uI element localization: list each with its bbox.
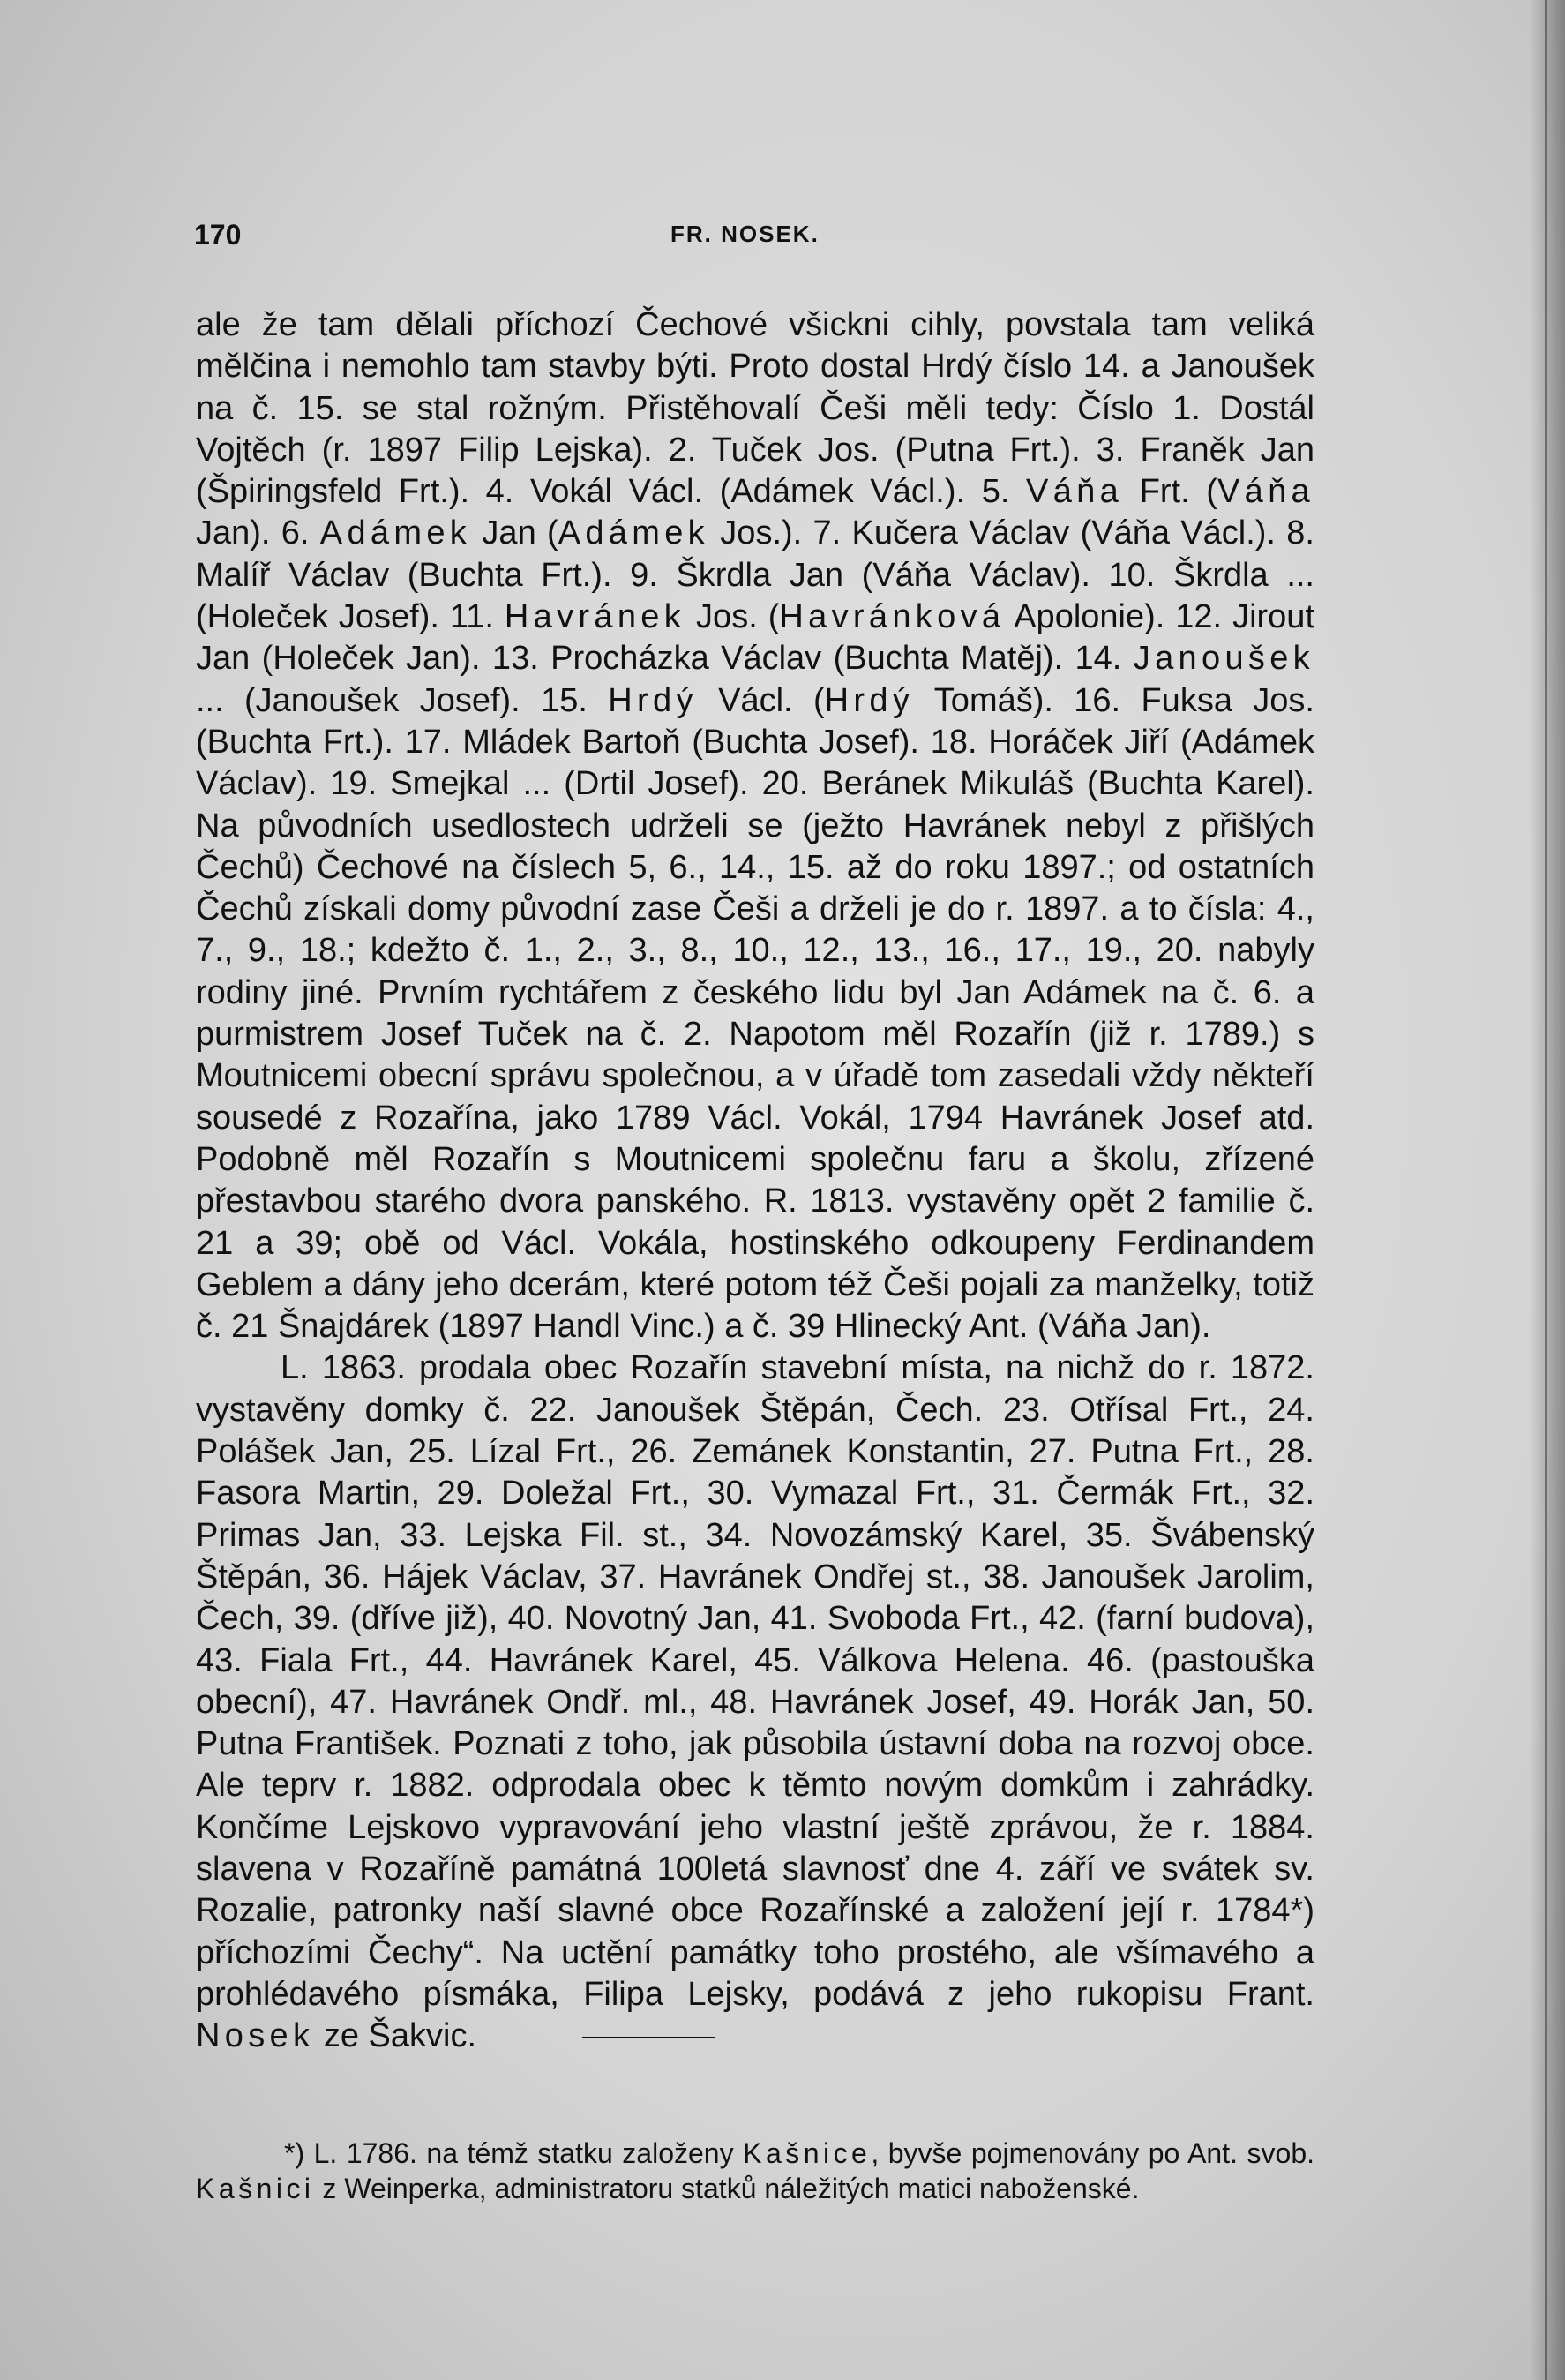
spaced-name: Kašnici [196,2173,315,2204]
text-run: Jan). 6. [196,514,320,552]
text-run: Apolonie). 12. Jirout Jan (Holeček Jan). 13. Procházka Václav (Buchta Matěj). 14. [196,598,1315,678]
spaced-name: Adámek [319,514,472,552]
text-run: Jan ( [471,514,558,552]
text-run: Frt. ( [1123,473,1217,511]
footnote-paragraph [196,2136,1314,2206]
page-edge-shadow [1530,0,1565,2380]
text-run: L. 1863. prodala obec Rozařín stavební místa, na nichž do r. 1872. vystavěny domky č. 22. Janoušek Štěpán, Čech. 23. Otřísal Frt., 24. Polášek Jan, 25. Lízal Frt., 26. Zemánek Konstantin, 27. Putna Frt., 28. Fasora Martin, 29. Doležal Frt., 30. Vymazal Frt., 31. Čermák Frt., 32. Primas Jan, 33. Lejska Fil. st., 34. Novozámský Karel, 35. Švábenský Štěpán, 36. Hájek Václav, 37. Havránek Ondřej st., 38. Janoušek Jarolim, Čech, 39. (dříve již), 40. Novotný Jan, 41. Svoboda Frt., 42. (farní budova), 43. Fiala Frt., 44. Havránek Karel, 45. Válkova Helena. 46. (pastouška obecní), 47. Havránek Ondř. ml., 48. Havránek Josef, 49. Horák Jan, 50. Putna František. Poznati z toho, jak působila ústavní doba na rozvoj obce. Ale teprv r. 1882. odprodala obec k těmto novým domkům i zahrádky. Končíme Lejskovo vypravování jeho vlastní ještě zprávou, že r. 1884. slavena v Rozaříně památná 100letá slavnosť dne 4. září ve svátek sv. Rozalie, patronky naší slavné obce Rozařínské a založení její r. 1784*) příchozími Čechy“. Na uctění památky toho prostého, ale všímavého a prohlédavého písmáka, Filipa Lejsky, podává z jeho rukopisu Frant. [196,1349,1314,2013]
paragraph-1 [196,304,1314,1348]
running-head: FR. NOSEK. [670,221,820,247]
spaced-name: Adámek [558,514,709,552]
spaced-name: Nosek [196,2017,315,2055]
text-run: ... (Janoušek Josef). 15. [196,681,609,719]
text-run: Václ. ( [697,681,825,719]
spaced-name: Janoušek [1133,640,1314,678]
spaced-name: Váňa [1217,473,1314,511]
spaced-name: Váňa [1026,473,1124,511]
spaced-name: Havránková [779,598,1006,636]
page-header [194,219,1323,254]
text-run: ale že tam dělali příchozí Čechové všickni cihly, povstala tam veliká mělčina i nemohlo tam stavby býti. Proto dostal Hrdý číslo 14. a Janoušek na č. 15. se stal rožným. Přistěhovalí Češi měli tedy: Číslo 1. Dostál Vojtěch (r. 1897 Filip Lejska). 2. Tuček Jos. (Putna Frt.). 3. Franěk Jan (Špiringsfeld Frt.). 4. Vokál Václ. (Adámek Václ.). 5. [196,306,1314,511]
paragraph-2 [196,1348,1314,2057]
end-rule [582,2037,715,2038]
spaced-name: Havránek [504,598,686,636]
text-run: Tomáš). 16. Fuksa Jos. (Buchta Frt.). 17. Mládek Bartoň (Buchta Josef). 18. Horáček Jiří (Adámek Václav). 19. Smejkal ... (Drtil Josef). 20. Beránek Mikuláš (Buchta Karel). Na původních usedlostech udrželi se (ježto Havránek nebyl z přišlých Čechů) Čechové na číslech 5, 6., 14., 15. až do roku 1897.; od ostatních Čechů získali domy původní zase Češi a drželi je do r. 1897. a to čísla: 4., 7., 9., 18.; kdežto č. 1., 2., 3., 8., 10., 12., 13., 16., 17., 19., 20. nabyly rodiny jiné. Prvním rychtářem z českého lidu byl Jan Adámek na č. 6. a purmistrem Josef Tuček na č. 2. Napotom měl Rozařín (již r. 1789.) s Moutnicemi obecní správu společnou, a v úřadě tom zasedali vždy někteří sousedé z Rozařína, jako 1789 Václ. Vokál, 1794 Havránek Josef atd. Podobně měl Rozařín s Moutnicemi společnu faru a školu, zřízené přestavbou starého dvora panského. R. 1813. vystavěny opět 2 familie č. 21 a 39; obě od Václ. Vokála, hostinského odkoupeny Ferdinandem Geblem a dány jeho dcerám, které potom též Češi pojali za manželky, totiž č. 21 Šnajdárek (1897 Handl Vinc.) a č. 39 Hlinecký Ant. (Váňa Jan). [196,681,1314,1346]
page-edge-line [1545,0,1547,2380]
text-run: *) L. 1786. na témž statku založeny [284,2137,744,2169]
text-run: , byvše pojmenovány po Ant. svob. [871,2137,1315,2169]
body-text [196,304,1314,2057]
text-run: Jos. ( [685,598,780,636]
spaced-name: Hrdý [824,681,915,719]
text-run: ze Šakvic. [314,2017,477,2055]
spaced-name: Hrdý [608,681,698,719]
text-run: Jos.). 7. Kučera Václav (Váňa Václ.). 8. Malíř Václav (Buchta Frt.). 9. Škrdla Jan (Váňa Václav). 10. Škrdla ... (Holeček Josef). 11. [196,514,1314,636]
page-number: 170 [194,219,242,251]
text-run: z Weinperka, administratoru statků náležitých matici naboženské. [314,2173,1140,2204]
spaced-name: Kašnice [743,2137,872,2169]
footnote [196,2136,1314,2206]
